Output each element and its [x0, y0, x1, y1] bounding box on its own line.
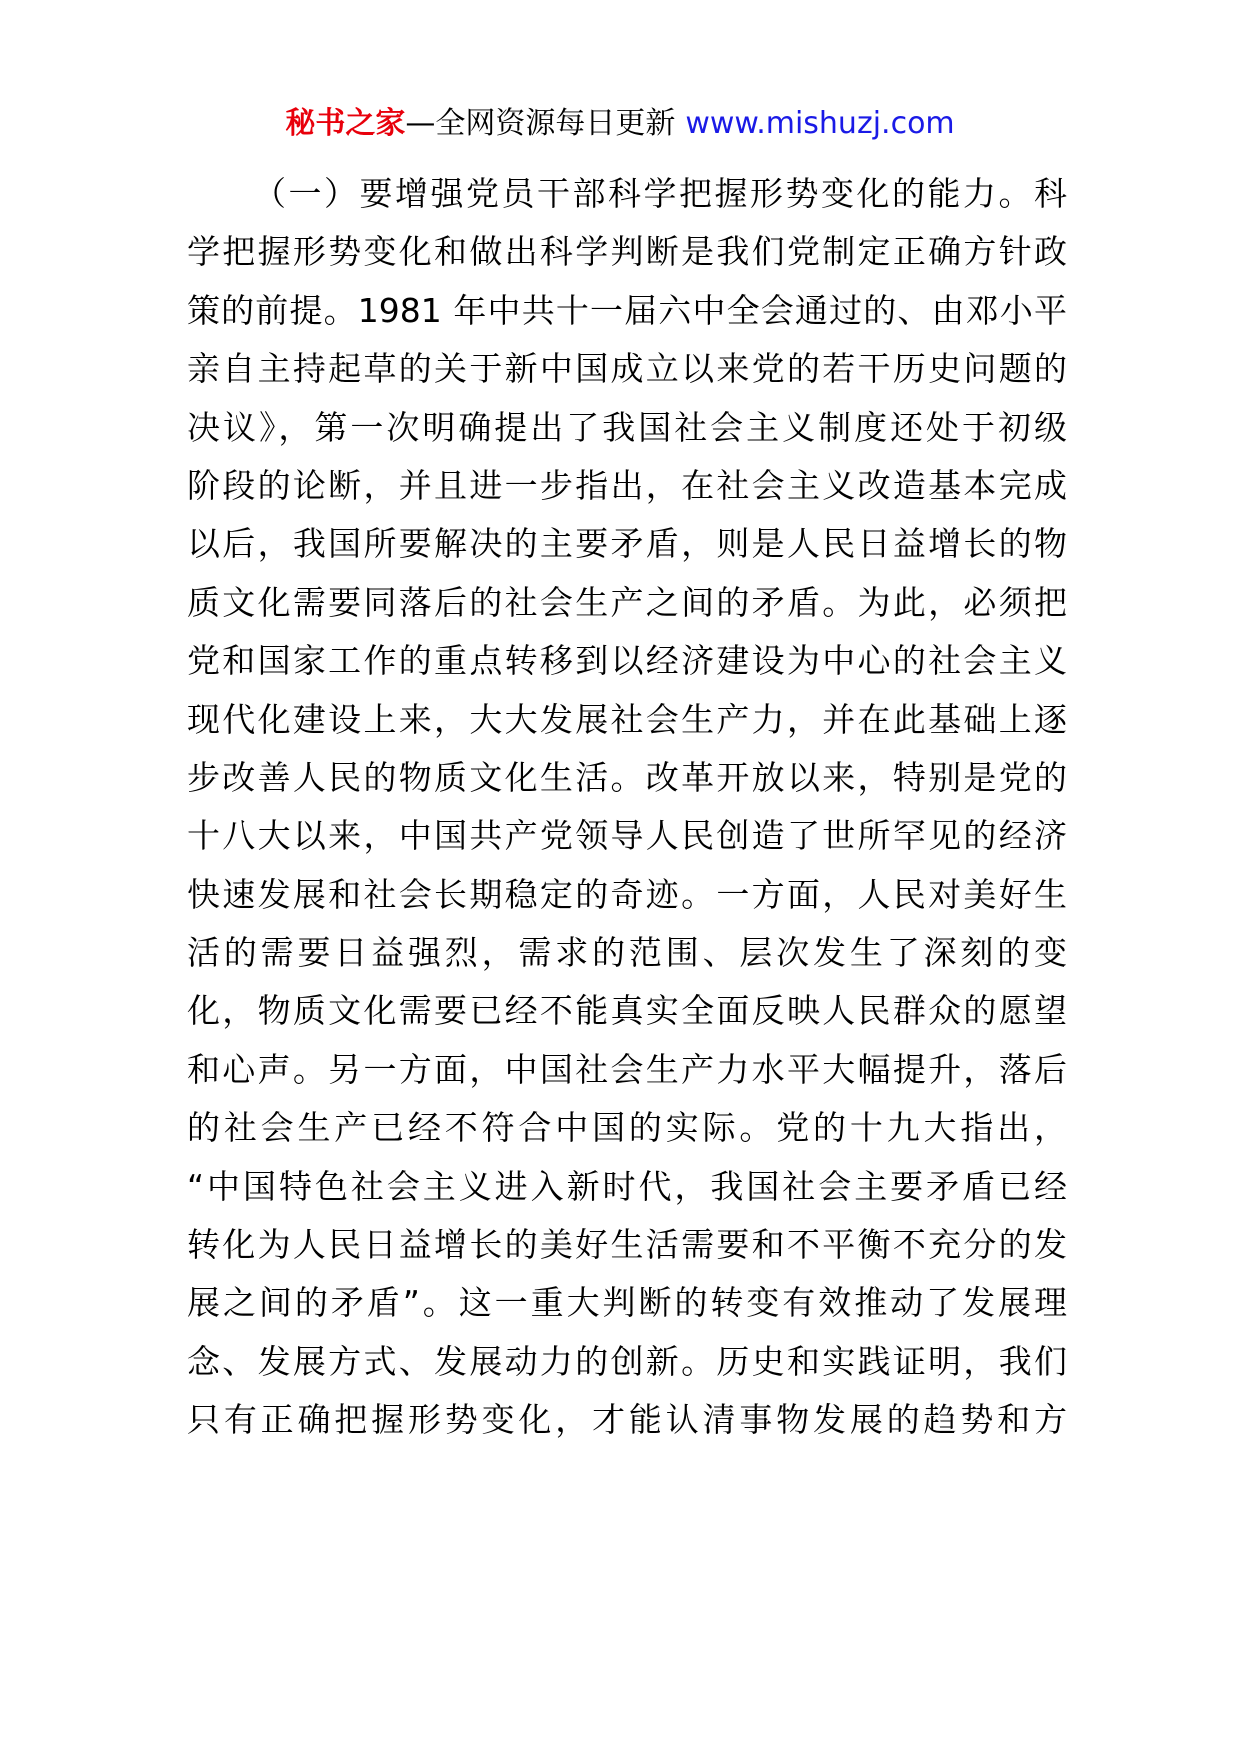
text-line: 和心声。另一方面，中国社会生产力水平大幅提升，落后	[187, 1049, 1067, 1089]
text-line: 策的前提。1981 年中共十一届六中全会通过的、由邓小平	[187, 290, 1067, 330]
text-line: 党和国家工作的重点转移到以经济建设为中心的社会主义	[187, 641, 1067, 681]
text-line: 质文化需要同落后的社会生产之间的矛盾。为此，必须把	[187, 582, 1067, 622]
text-line: 化，物质文化需要已经不能真实全面反映人民群众的愿望	[187, 991, 1067, 1031]
header-tagline: —全网资源每日更新	[405, 106, 676, 141]
text-line: 决议》，第一次明确提出了我国社会主义制度还处于初级	[187, 407, 1067, 447]
text-line: “中国特色社会主义进入新时代，我国社会主要矛盾已经	[187, 1166, 1067, 1206]
text-line: 的社会生产已经不符合中国的实际。党的十九大指出，	[187, 1108, 1067, 1148]
text-line: 亲自主持起草的关于新中国成立以来党的若干历史问题的	[187, 349, 1067, 389]
text-line: （一）要增强党员干部科学把握形势变化的能力。科	[253, 174, 1067, 213]
text-line: 学把握形势变化和做出科学判断是我们党制定正确方针政	[187, 232, 1067, 272]
text-line: 阶段的论断，并且进一步指出，在社会主义改造基本完成	[187, 465, 1067, 505]
body-paragraph	[187, 165, 1067, 1450]
text-line: 只有正确把握形势变化，才能认清事物发展的趋势和方	[187, 1400, 1067, 1440]
text-line: 十八大以来，中国共产党领导人民创造了世所罕见的经济	[187, 816, 1067, 856]
text-line: 转化为人民日益增长的美好生活需要和不平衡不充分的发	[187, 1225, 1067, 1265]
website-link[interactable]: www.mishuzj.com	[685, 106, 955, 141]
text-line: 现代化建设上来，大大发展社会生产力，并在此基础上逐	[187, 699, 1067, 739]
brand-name: 秘书之家	[285, 106, 406, 141]
page-header	[0, 100, 1240, 148]
text-line: 活的需要日益强烈，需求的范围、层次发生了深刻的变	[187, 933, 1067, 973]
text-line: 快速发展和社会长期稳定的奇迹。一方面，人民对美好生	[187, 874, 1067, 914]
text-line: 展之间的矛盾”。这一重大判断的转变有效推动了发展理	[187, 1283, 1067, 1323]
text-line: 念、发展方式、发展动力的创新。历史和实践证明，我们	[187, 1341, 1067, 1381]
text-line: 步改善人民的物质文化生活。改革开放以来，特别是党的	[187, 757, 1067, 797]
text-line: 以后，我国所要解决的主要矛盾，则是人民日益增长的物	[187, 524, 1067, 564]
